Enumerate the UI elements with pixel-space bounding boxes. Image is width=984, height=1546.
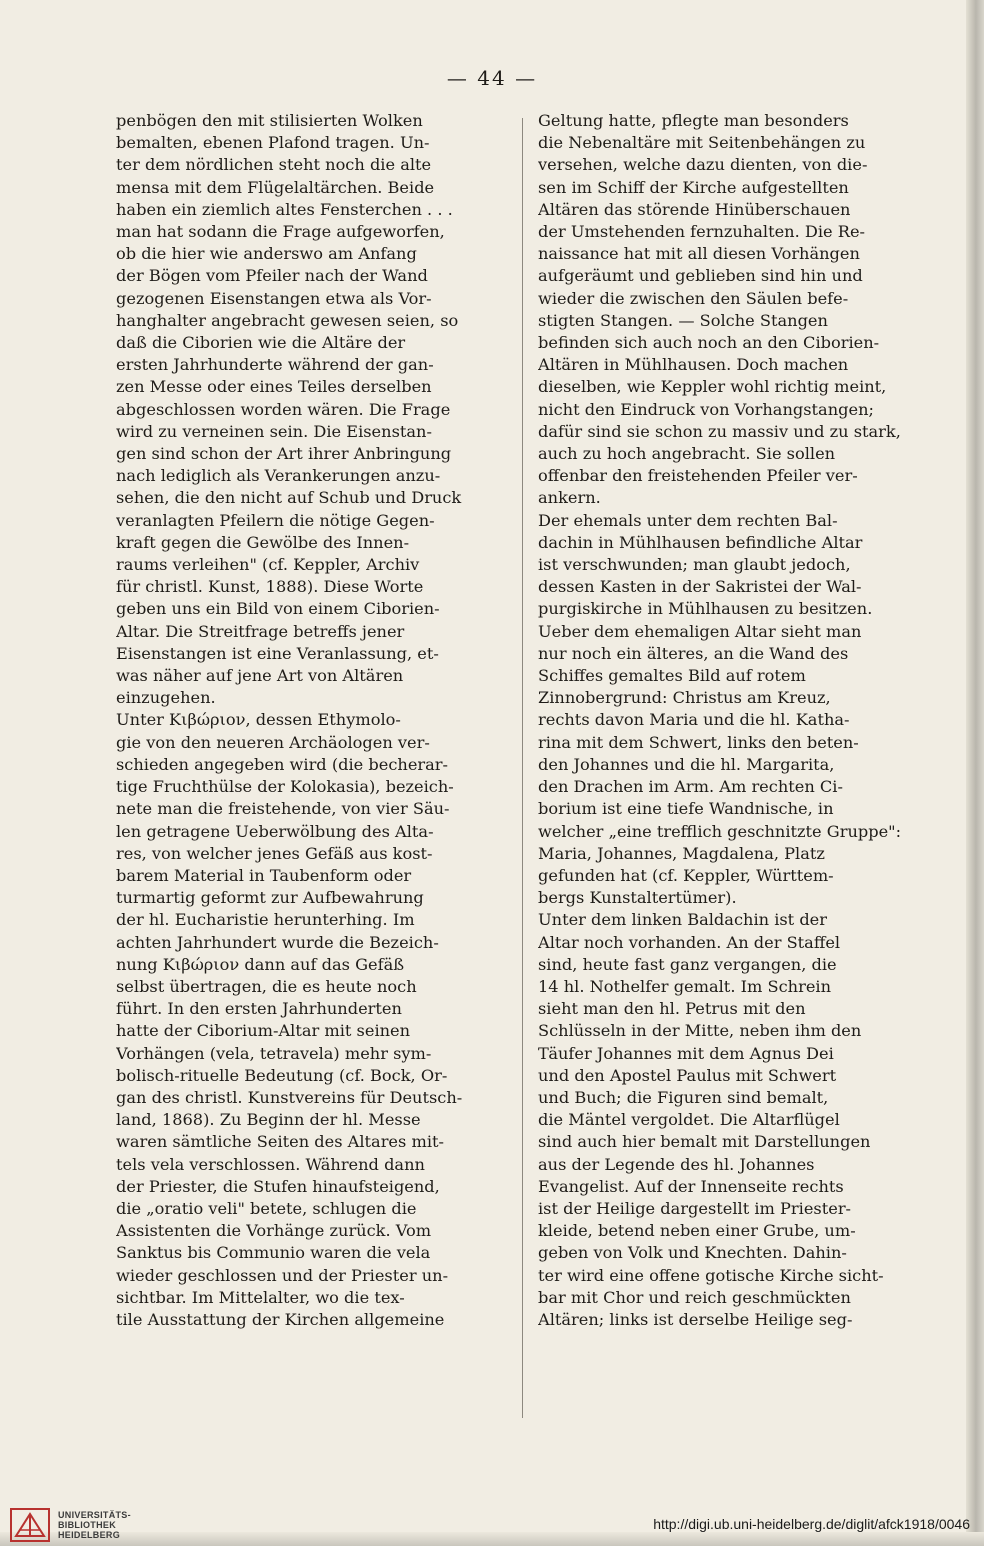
text-line: aufgeräumt und geblieben sind hin und: [538, 266, 863, 286]
text-line: wird zu verneinen sein. Die Eisenstan-: [116, 421, 432, 441]
text-line: befinden sich auch noch an den Ciborien-: [538, 333, 880, 353]
text-line: ersten Jahrhunderte während der gan-: [116, 355, 434, 375]
text-line: Altar noch vorhanden. An der Staffel: [538, 932, 841, 952]
text-line: Der ehemals unter dem rechten Bal-: [538, 510, 838, 530]
text-line: purgiskirche in Mühlhausen zu besitzen.: [538, 599, 873, 619]
text-line: ist verschwunden; man glaubt jedoch,: [538, 555, 851, 575]
text-line: waren sämtliche Seiten des Altares mit-: [116, 1132, 444, 1152]
text-line: Altären in Mühlhausen. Doch machen: [538, 355, 849, 375]
text-line: zen Messe oder eines Teiles derselben: [116, 377, 432, 397]
text-line: Täufer Johannes mit dem Agnus Dei: [538, 1043, 834, 1063]
text-line: Altären; links ist derselbe Heilige seg-: [538, 1309, 853, 1329]
text-line: aus der Legende des hl. Johannes: [538, 1154, 815, 1174]
text-line: bergs Kunstaltertümer).: [538, 888, 737, 908]
text-line: len getragene Ueberwölbung des Alta-: [116, 821, 434, 841]
footer: [0, 1506, 984, 1546]
text-line: auch zu hoch angebracht. Sie sollen: [538, 444, 836, 464]
text-line: der Bögen vom Pfeiler nach der Wand: [116, 266, 428, 286]
text-line: nur noch ein älteres, an die Wand des: [538, 643, 849, 663]
library-name: [58, 1510, 131, 1540]
text-line: abgeschlossen worden wären. Die Frage: [116, 399, 451, 419]
text-line: der hl. Eucharistie herunterhing. Im: [116, 910, 415, 930]
university-library-logo-icon: [10, 1508, 50, 1542]
text-line: gie von den neueren Archäologen ver-: [116, 732, 430, 752]
text-line: Unter Κιβώριον, dessen Ethymolo-: [116, 710, 401, 730]
text-line: sind auch hier bemalt mit Darstellungen: [538, 1132, 871, 1152]
text-line: hanghalter angebracht gewesen seien, so: [116, 310, 459, 330]
text-line: und Buch; die Figuren sind bemalt,: [538, 1087, 829, 1107]
text-line: Sanktus bis Communio waren die vela: [116, 1243, 431, 1263]
text-line: kleide, betend neben einer Grube, um-: [538, 1221, 856, 1241]
text-line: achten Jahrhundert wurde die Bezeich-: [116, 932, 439, 952]
text-line: für christl. Kunst, 1888). Diese Worte: [116, 577, 424, 597]
text-line: daß die Ciborien wie die Altäre der: [116, 333, 406, 353]
text-line: nete man die freistehende, von vier Säu-: [116, 799, 450, 819]
text-line: mensa mit dem Flügelaltärchen. Beide: [116, 177, 435, 197]
text-line: Unter dem linken Baldachin ist der: [538, 910, 828, 930]
text-line: bolisch-rituelle Bedeutung (cf. Bock, Or-: [116, 1065, 448, 1085]
text-line: nach lediglich als Verankerungen anzu-: [116, 466, 441, 486]
text-line: ter dem nördlichen steht noch die alte: [116, 155, 432, 175]
text-line: Eisenstangen ist eine Veranlassung, et-: [116, 643, 439, 663]
text-line: Schlüsseln in der Mitte, neben ihm den: [538, 1021, 862, 1041]
text-line: Assistenten die Vorhänge zurück. Vom: [116, 1221, 432, 1241]
text-line: einzugehen.: [116, 688, 216, 708]
text-line: res, von welcher jenes Gefäß aus kost-: [116, 843, 433, 863]
text-line: stigten Stangen. — Solche Stangen: [538, 310, 828, 330]
text-line: dachin in Mühlhausen befindliche Altar: [538, 532, 863, 552]
text-line: man hat sodann die Frage aufgeworfen,: [116, 222, 445, 242]
text-line: nung Κιβώριον dann auf das Gefäß: [116, 954, 405, 974]
text-line: sen im Schiff der Kirche aufgestellten: [538, 177, 849, 197]
page-number: — 44 —: [446, 66, 538, 90]
text-line: geben von Volk und Knechten. Dahin-: [538, 1243, 847, 1263]
text-line: die Nebenaltäre mit Seitenbehängen zu: [538, 133, 866, 153]
text-line: 14 hl. Nothelfer gemalt. Im Schrein: [538, 976, 831, 996]
text-line: tels vela verschlossen. Während dann: [116, 1154, 425, 1174]
text-line: selbst übertragen, die es heute noch: [116, 976, 417, 996]
text-line: versehen, welche dazu dienten, von die-: [538, 155, 868, 175]
text-line: haben ein ziemlich altes Fensterchen . . .: [116, 199, 453, 219]
text-line: die „oratio veli" betete, schlugen die: [116, 1198, 417, 1218]
text-line: geben uns ein Bild von einem Ciborien-: [116, 599, 440, 619]
text-line: Zinnobergrund: Christus am Kreuz,: [538, 688, 831, 708]
text-line: gen sind schon der Art ihrer Anbringung: [116, 444, 452, 464]
text-line: raums verleihen" (cf. Keppler, Archiv: [116, 555, 420, 575]
text-line: sind, heute fast ganz vergangen, die: [538, 954, 837, 974]
text-line: der Umstehenden fernzuhalten. Die Re-: [538, 222, 866, 242]
text-line: Evangelist. Auf der Innenseite rechts: [538, 1176, 844, 1196]
text-line: ist der Heilige dargestellt im Priester-: [538, 1198, 852, 1218]
text-line: Altären das störende Hinüberschauen: [538, 199, 851, 219]
text-line: offenbar den freistehenden Pfeiler ver-: [538, 466, 858, 486]
text-line: ankern.: [538, 488, 601, 508]
text-line: wieder die zwischen den Säulen befe-: [538, 288, 849, 308]
text-line: ter wird eine offene gotische Kirche sicht-: [538, 1265, 884, 1285]
text-line: den Drachen im Arm. Am rechten Ci-: [538, 777, 843, 797]
text-line: welcher „eine trefflich geschnitzte Gruppe":: [538, 821, 902, 841]
library-name-line: BIBLIOTHEK: [58, 1520, 116, 1530]
text-line: wieder geschlossen und der Priester un-: [116, 1265, 449, 1285]
library-name-line: HEIDELBERG: [58, 1530, 121, 1540]
text-line: nicht den Eindruck von Vorhangstangen;: [538, 399, 874, 419]
text-line: und den Apostel Paulus mit Schwert: [538, 1065, 837, 1085]
text-line: penbögen den mit stilisierten Wolken: [116, 111, 423, 130]
text-line: führt. In den ersten Jahrhunderten: [116, 999, 402, 1019]
text-line: sehen, die den nicht auf Schub und Druck: [116, 488, 462, 508]
text-line: tile Ausstattung der Kirchen allgemeine: [116, 1309, 445, 1329]
text-line: Schiffes gemaltes Bild auf rotem: [538, 666, 806, 686]
text-line: veranlagten Pfeilern die nötige Gegen-: [116, 510, 435, 530]
text-line: schieden angegeben wird (die becherar-: [116, 754, 449, 774]
text-line: land, 1868). Zu Beginn der hl. Messe: [116, 1110, 421, 1130]
text-line: Ueber dem ehemaligen Altar sieht man: [538, 621, 862, 641]
text-line: sieht man den hl. Petrus mit den: [538, 999, 806, 1019]
text-line: barem Material in Taubenform oder: [116, 865, 412, 885]
text-line: tige Fruchthülse der Kolokasia), bezeich-: [116, 777, 454, 797]
text-line: den Johannes und die hl. Margarita,: [538, 754, 835, 774]
text-line: sichtbar. Im Mittelalter, wo die tex-: [116, 1287, 405, 1307]
text-line: gan des christl. Kunstvereins für Deutsch-: [116, 1087, 463, 1107]
text-line: hatte der Ciborium-Altar mit seinen: [116, 1021, 411, 1041]
text-line: gezogenen Eisenstangen etwa als Vor-: [116, 288, 432, 308]
text-line: Maria, Johannes, Magdalena, Platz: [538, 843, 825, 863]
text-line: der Priester, die Stufen hinaufsteigend,: [116, 1176, 440, 1196]
text-line: kraft gegen die Gewölbe des Innen-: [116, 532, 410, 552]
text-line: naissance hat mit all diesen Vorhängen: [538, 244, 860, 264]
scan-edge-right: [966, 0, 984, 1546]
text-line: was näher auf jene Art von Altären: [116, 666, 404, 686]
text-line: ob die hier wie anderswo am Anfang: [116, 244, 417, 264]
text-line: turmartig geformt zur Aufbewahrung: [116, 888, 424, 908]
text-line: borium ist eine tiefe Wandnische, in: [538, 799, 834, 819]
column-divider: [522, 118, 523, 1418]
text-line: dieselben, wie Keppler wohl richtig meint,: [538, 377, 887, 397]
text-line: Vorhängen (vela, tetravela) mehr sym-: [116, 1043, 432, 1063]
text-line: rina mit dem Schwert, links den beten-: [538, 732, 859, 752]
text-line: gefunden hat (cf. Keppler, Württem-: [538, 865, 834, 885]
text-line: Geltung hatte, pflegte man besonders: [538, 111, 849, 130]
text-line: bar mit Chor und reich geschmückten: [538, 1287, 851, 1307]
text-line: dafür sind sie schon zu massiv und zu stark,: [538, 421, 901, 441]
text-line: bemalten, ebenen Plafond tragen. Un-: [116, 133, 430, 153]
right-text-column: [538, 110, 934, 1440]
text-line: dessen Kasten in der Sakristei der Wal-: [538, 577, 862, 597]
left-text-column: [116, 110, 512, 1440]
text-line: Altar. Die Streitfrage betreffs jener: [116, 621, 405, 641]
library-name-line: UNIVERSITÄTS-: [58, 1510, 131, 1520]
text-line: rechts davon Maria und die hl. Katha-: [538, 710, 850, 730]
text-line: die Mäntel vergoldet. Die Altarflügel: [538, 1110, 840, 1130]
source-url[interactable]: http://digi.ub.uni-heidelberg.de/diglit/afck1918/0046: [653, 1516, 970, 1532]
